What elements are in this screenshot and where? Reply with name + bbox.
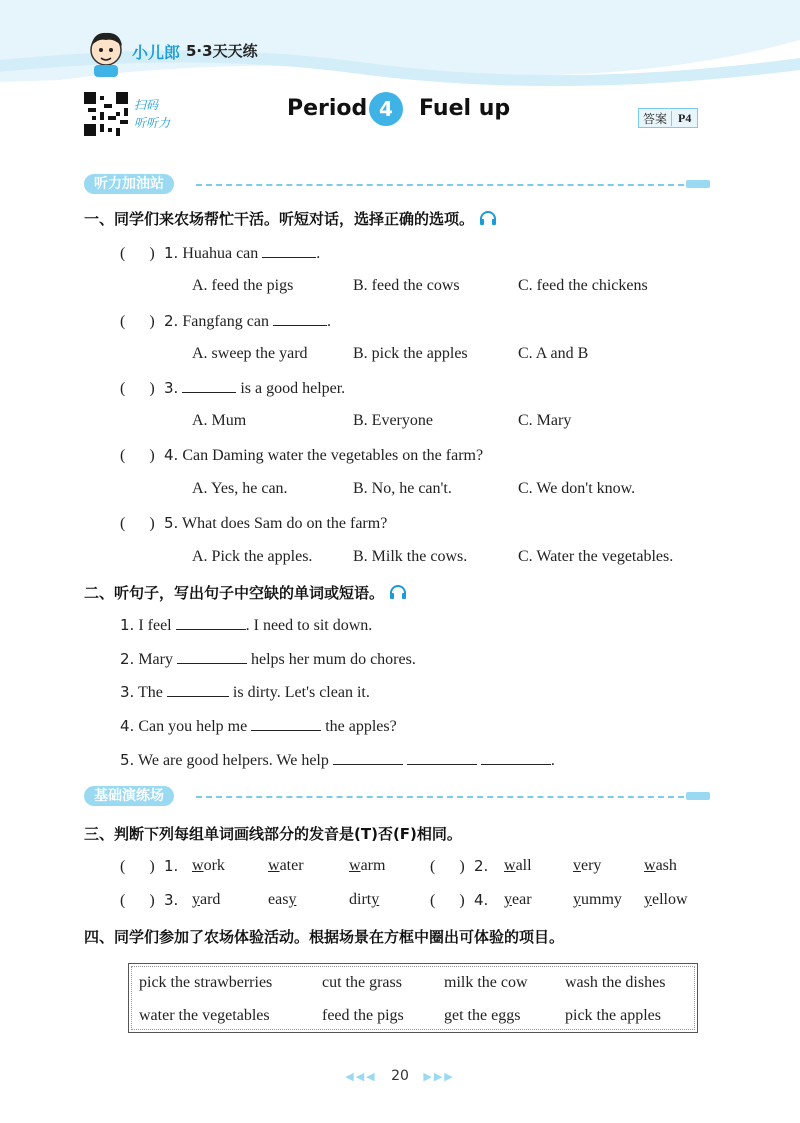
q1-item-3: ( ) 3. is a good helper. [120,379,346,397]
option-b[interactable]: B. No, he can't. [353,480,452,497]
option-b[interactable]: B. Everyone [353,412,433,429]
option-a[interactable]: A. Yes, he can. [192,480,288,497]
q1-item-5: ( ) 5. What does Sam do on the farm? [120,514,388,532]
period-label: Period [287,96,368,121]
answer-blank[interactable] [273,311,327,326]
word: work [192,857,225,874]
period-number-badge: 4 [369,92,403,126]
headphones-icon[interactable] [479,210,497,226]
q2-item-4: 4. Can you help me the apples? [120,717,397,735]
page-footer [0,1068,800,1084]
word: dirty [349,891,380,908]
answer-blank[interactable] [251,716,321,731]
option-b[interactable]: B. feed the cows [353,277,460,294]
answer-blank[interactable] [176,615,246,630]
q1-item-4: ( ) 4. Can Daming water the vegetables on the farm? [120,446,484,464]
q3-group-3: ( ) 3. yard easy dirty [120,891,380,909]
option-c[interactable]: C. A and B [518,345,589,362]
mascot-icon [84,28,128,78]
section-divider [196,184,684,186]
section-banner-practice: 基础演练场 [84,786,174,806]
unit-title: Fuel up [419,96,511,121]
answer-blank[interactable] [333,750,403,765]
section-divider [196,796,684,798]
word: water [268,857,304,874]
q2-item-5: 5. We are good helpers. We help . [120,751,555,769]
word: yummy [573,891,622,908]
answer-blank[interactable] [262,243,316,258]
page-number: 20 [391,1068,409,1084]
activity-item[interactable]: milk the cow [444,974,528,991]
question-4-title: 四、同学们参加了农场体验活动。根据场景在方框中圈出可体验的项目。 [84,928,565,946]
activity-item[interactable]: get the eggs [444,1007,521,1024]
option-a[interactable]: A. feed the pigs [192,277,294,294]
activity-item[interactable]: feed the pigs [322,1007,404,1024]
activity-item[interactable]: wash the dishes [565,974,666,991]
answer-blank[interactable] [177,649,247,664]
activity-item[interactable]: water the vegetables [139,1007,270,1024]
q1-item-2: ( ) 2. Fangfang can . [120,312,331,330]
answer-blank[interactable] [481,750,551,765]
option-a[interactable]: A. sweep the yard [192,345,308,362]
activity-item[interactable]: cut the grass [322,974,402,991]
question-2-title: 二、听句子，写出句子中空缺的单词或短语。 [84,582,407,603]
word: year [504,891,532,908]
q2-item-1: 1. I feel . I need to sit down. [120,616,373,634]
option-c[interactable]: C. Water the vegetables. [518,548,674,565]
option-c[interactable]: C. We don't know. [518,480,636,497]
scan-listen-label: 扫码 听听力 [134,98,171,130]
word: warm [349,857,386,874]
answer-blank[interactable] [182,378,236,393]
series-name: 5·3天天练 [186,42,258,60]
q3-group-1: ( ) 1. work water warm [120,857,386,875]
word: wash [644,857,677,874]
q3-group-2: ( ) 2. wall very wash [430,857,677,875]
left-arrows-icon: ◀◀◀ [345,1070,377,1083]
answer-blank[interactable] [167,682,229,697]
qr-code-icon[interactable] [84,92,128,136]
section-banner-listening: 听力加油站 [84,174,174,194]
word: very [573,857,602,874]
headphones-icon[interactable] [389,584,407,600]
q1-item-1: ( ) 1. Huahua can . [120,244,321,262]
q2-item-3: 3. The is dirty. Let's clean it. [120,683,370,701]
right-arrows-icon: ▶▶▶ [423,1070,455,1083]
option-a[interactable]: A. Pick the apples. [192,548,313,565]
option-c[interactable]: C. feed the chickens [518,277,648,294]
word: yard [192,891,221,908]
pencil-icon [686,180,710,188]
activity-item[interactable]: pick the strawberries [139,974,273,991]
option-b[interactable]: B. Milk the cows. [353,548,468,565]
question-1-title: 一、同学们来农场帮忙干活。听短对话，选择正确的选项。 [84,208,497,229]
word: wall [504,857,532,874]
answer-blank[interactable] [407,750,477,765]
option-b[interactable]: B. pick the apples [353,345,468,362]
brand-name: 小儿郎 [132,43,181,62]
word: easy [268,891,297,908]
answer-page-tag: 答案 P4 [638,108,698,128]
activity-box [128,963,698,1033]
activity-item[interactable]: pick the apples [565,1007,661,1024]
word: yellow [644,891,688,908]
pencil-icon [686,792,710,800]
q2-item-2: 2. Mary helps her mum do chores. [120,650,416,668]
question-3-title: 三、判断下列每组单词画线部分的发音是(T)否(F)相同。 [84,825,462,843]
q3-group-4: ( ) 4. year yummy yellow [430,891,688,909]
option-a[interactable]: A. Mum [192,412,247,429]
option-c[interactable]: C. Mary [518,412,572,429]
